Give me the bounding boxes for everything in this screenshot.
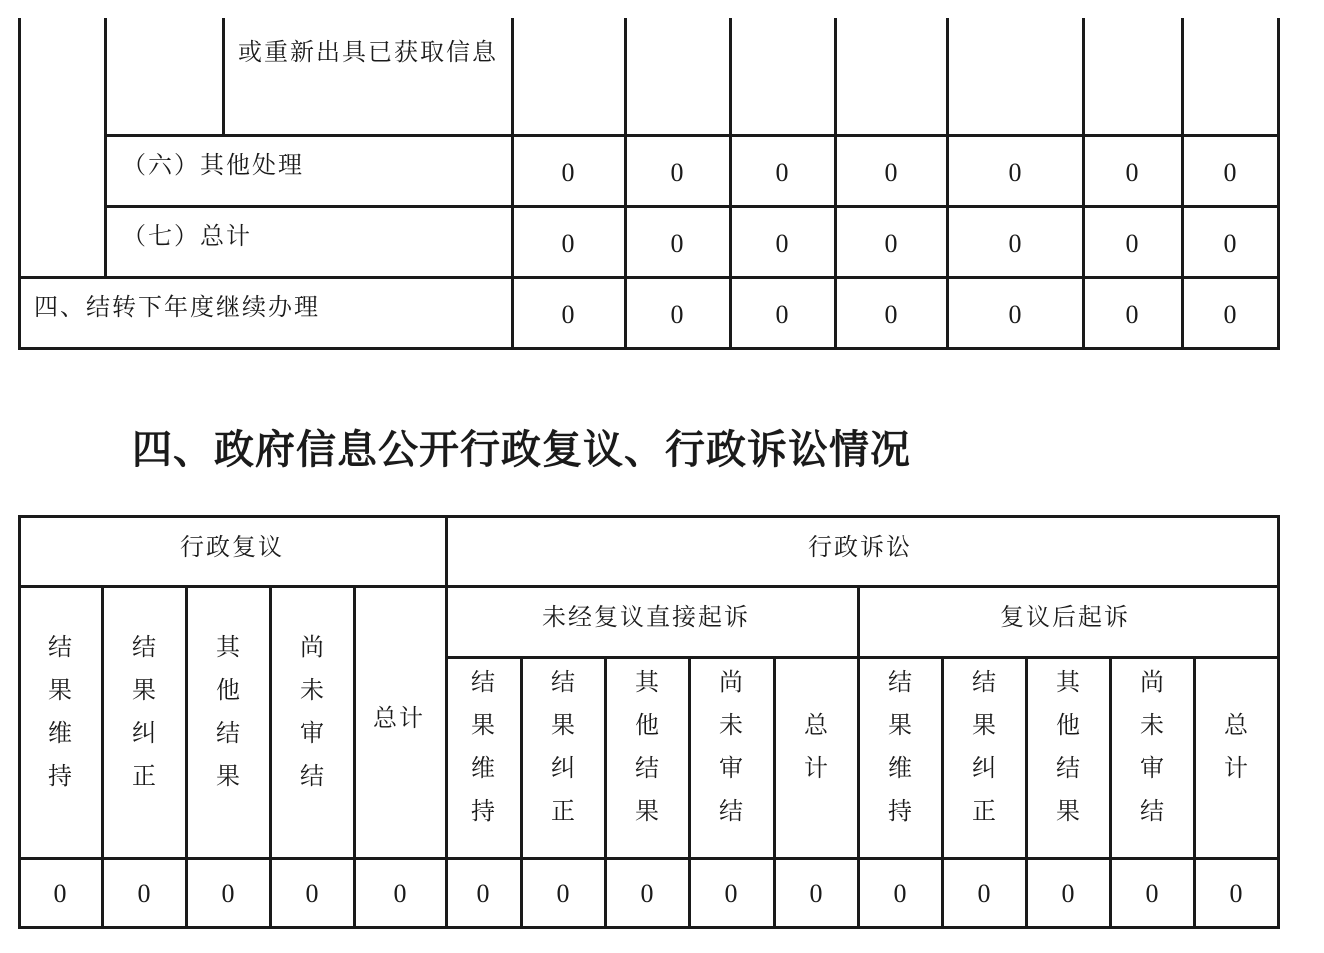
subheader-direct-suit: 未经复议直接起诉 — [542, 603, 750, 631]
table-cell: 0 — [670, 300, 684, 329]
table-rule-vertical — [18, 18, 21, 350]
table-cell: 0 — [775, 300, 789, 329]
table-cell: 0 — [305, 879, 319, 908]
col-header-pending: 尚未审结 — [1140, 668, 1164, 825]
col-header-other-result: 其他结果 — [216, 633, 240, 790]
table-cell: 0 — [884, 300, 898, 329]
table-rule-vertical — [946, 18, 949, 350]
table-cell: 0 — [1125, 300, 1139, 329]
col-header-other-result: 其他结果 — [1056, 668, 1080, 825]
table-cell: 0 — [884, 229, 898, 258]
table-rule-vertical — [941, 656, 944, 929]
table-cell: 0 — [556, 879, 570, 908]
table-rule-horizontal — [18, 276, 1280, 279]
table-rule-vertical — [773, 656, 776, 929]
table-cell: 0 — [893, 879, 907, 908]
table-rule-horizontal — [18, 347, 1280, 350]
table-cell: 0 — [670, 158, 684, 187]
col-header-upheld: 结果维持 — [888, 668, 912, 825]
table-rule-vertical — [1181, 18, 1184, 350]
table-rule-vertical — [520, 656, 523, 929]
table-rule-horizontal — [445, 656, 1280, 659]
table-cell: 0 — [561, 158, 575, 187]
col-header-total: 总计 — [373, 704, 425, 732]
table-cell: 0 — [1145, 879, 1159, 908]
table-rule-vertical — [857, 585, 860, 929]
table-rule-horizontal — [18, 515, 1280, 518]
table-rule-vertical — [729, 18, 732, 350]
col-header-other-result: 其他结果 — [635, 668, 659, 825]
table-cell: 0 — [1223, 300, 1237, 329]
section-heading: 四、政府信息公开行政复议、行政诉讼情况 — [132, 427, 911, 473]
table-cell: 0 — [1008, 300, 1022, 329]
table-rule-horizontal — [18, 926, 1280, 929]
header-admin-litigation: 行政诉讼 — [808, 533, 912, 561]
table-cell: 0 — [670, 229, 684, 258]
col-header-upheld: 结果维持 — [48, 633, 72, 790]
table-cell: 0 — [137, 879, 151, 908]
table-rule-vertical — [222, 18, 225, 137]
table-cell: 0 — [884, 158, 898, 187]
table-rule-horizontal — [18, 857, 1280, 860]
col-header-total: 总计 — [1224, 711, 1248, 782]
table-rule-vertical — [511, 18, 514, 350]
table-rule-vertical — [1109, 656, 1112, 929]
continued-cell-text: 或重新出具已获取信息 — [238, 38, 498, 66]
table-rule-vertical — [104, 18, 107, 279]
table-cell: 0 — [775, 229, 789, 258]
row-label-other-handling: （六）其他处理 — [122, 151, 304, 179]
table-rule-vertical — [269, 585, 272, 929]
col-header-upheld: 结果维持 — [471, 668, 495, 825]
table-rule-vertical — [604, 656, 607, 929]
col-header-corrected: 结果纠正 — [551, 668, 575, 825]
col-header-pending: 尚未审结 — [300, 633, 324, 790]
table-cell: 0 — [393, 879, 407, 908]
table-cell: 0 — [724, 879, 738, 908]
header-admin-review: 行政复议 — [180, 533, 284, 561]
col-header-corrected: 结果纠正 — [972, 668, 996, 825]
table-rule-vertical — [1277, 515, 1280, 929]
table-cell: 0 — [1008, 158, 1022, 187]
table-rule-horizontal — [18, 585, 1280, 588]
table-rule-vertical — [624, 18, 627, 350]
table-cell: 0 — [1229, 879, 1243, 908]
table-cell: 0 — [1061, 879, 1075, 908]
col-header-corrected: 结果纠正 — [132, 633, 156, 790]
table-cell: 0 — [561, 229, 575, 258]
table-cell: 0 — [1223, 158, 1237, 187]
table-rule-vertical — [1193, 656, 1196, 929]
table-cell: 0 — [476, 879, 490, 908]
table-rule-vertical — [1277, 18, 1280, 350]
table-rule-vertical — [445, 515, 448, 929]
col-header-pending: 尚未审结 — [719, 668, 743, 825]
table-cell: 0 — [221, 879, 235, 908]
table-cell: 0 — [809, 879, 823, 908]
table-cell: 0 — [775, 158, 789, 187]
table-rule-vertical — [1025, 656, 1028, 929]
table-cell: 0 — [53, 879, 67, 908]
table-cell: 0 — [1223, 229, 1237, 258]
table-cell: 0 — [1125, 158, 1139, 187]
table-cell: 0 — [977, 879, 991, 908]
table-cell: 0 — [1008, 229, 1022, 258]
table-rule-vertical — [688, 656, 691, 929]
table-rule-vertical — [185, 585, 188, 929]
table-rule-horizontal — [104, 134, 1280, 137]
table-rule-vertical — [1082, 18, 1085, 350]
table-rule-vertical — [834, 18, 837, 350]
table-cell: 0 — [561, 300, 575, 329]
table-cell: 0 — [640, 879, 654, 908]
subheader-suit-after-review: 复议后起诉 — [1000, 603, 1130, 631]
table-rule-vertical — [101, 585, 104, 929]
table-rule-vertical — [353, 585, 356, 929]
table-cell: 0 — [1125, 229, 1139, 258]
table-rule-vertical — [18, 515, 21, 929]
col-header-total: 总计 — [804, 711, 828, 782]
row-label-carry-over: 四、结转下年度继续办理 — [34, 293, 320, 321]
table-rule-horizontal — [104, 205, 1280, 208]
row-label-total: （七）总计 — [122, 222, 252, 250]
